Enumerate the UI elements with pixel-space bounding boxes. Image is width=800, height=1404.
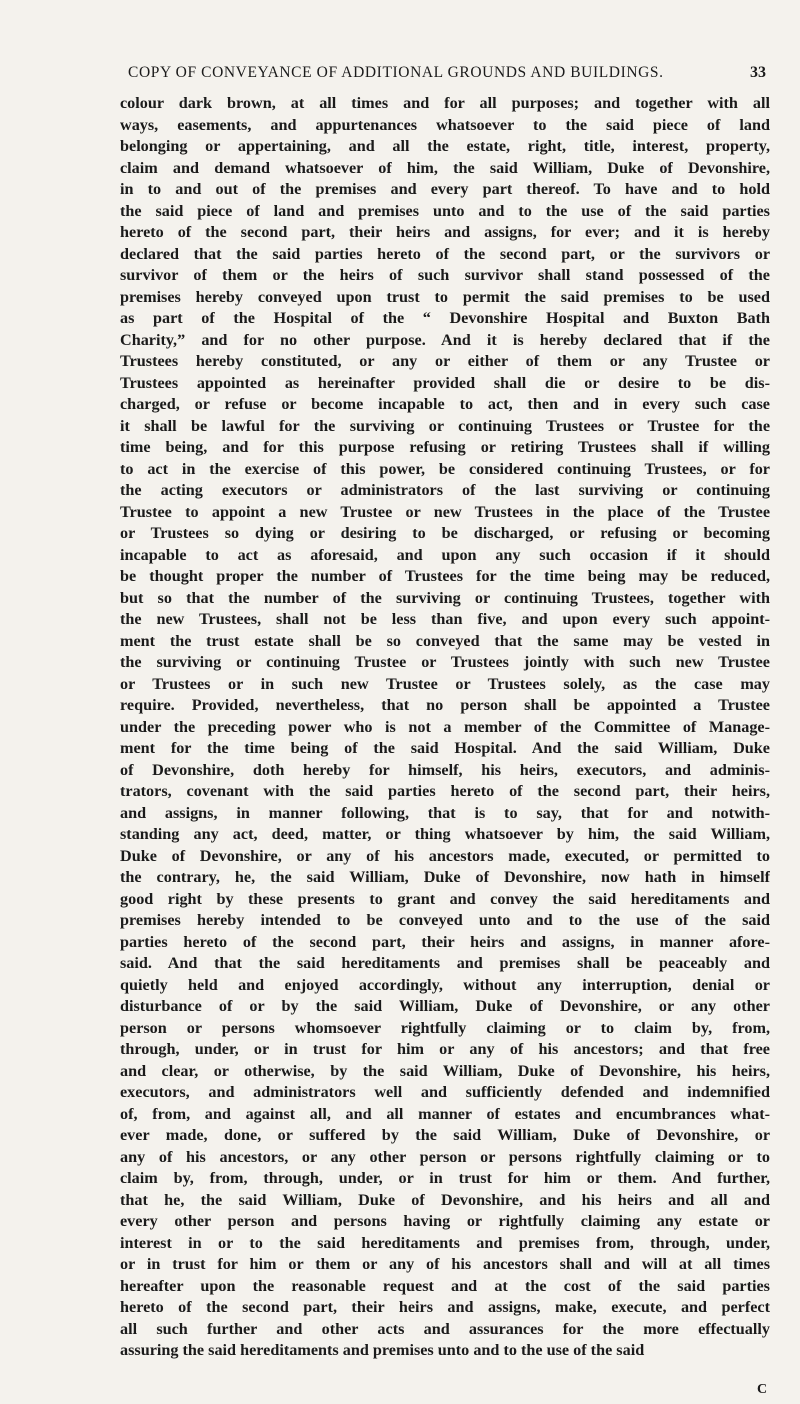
text-line: ment for the time being of the said Hospital. And the said William, Duke	[120, 739, 770, 757]
text-line: Duke of Devonshire, or any of his ancestors made, executed, or permitted to	[120, 846, 770, 865]
text-line: the acting executors or administrators of the last surviving or continuing	[120, 481, 770, 499]
text-line: person or persons whomsoever rightfully claiming or to claim by, from,	[120, 1018, 770, 1037]
text-line: charged, or refuse or become incapable to act, then and in every such case	[120, 395, 770, 413]
text-line: belonging or appertaining, and all the estate, right, title, interest, property,	[120, 137, 770, 155]
text-line: disturbance of or by the said William, Duke of Devonshire, or any other	[120, 997, 770, 1015]
text-line: Trustees hereby constituted, or any or either of them or any Trustee or	[120, 352, 770, 370]
text-line: executors, and administrators well and sufficiently defended and indemnified	[120, 1083, 770, 1101]
text-line: incapable to act as aforesaid, and upon any such occasion if it should	[120, 545, 770, 564]
page-header	[128, 64, 768, 86]
text-line: hereafter upon the reasonable request and at the cost of the said parties	[120, 1276, 770, 1295]
text-line: it shall be lawful for the surviving or continuing Trustees or Trustee for the	[120, 416, 770, 435]
text-line: claim by, from, through, under, or in trust for him or them. And further,	[120, 1169, 770, 1187]
text-line: or Trustees or in such new Trustee or Trustees solely, as the case may	[120, 674, 770, 693]
text-line: good right by these presents to grant and convey the said hereditaments and	[120, 889, 770, 908]
text-line: premises hereby intended to be conveyed unto and to the use of the said	[120, 911, 770, 929]
text-line: every other person and persons having or rightfully claiming any estate or	[120, 1212, 770, 1230]
text-line: time being, and for this purpose refusing or retiring Trustees shall if willing	[120, 438, 770, 456]
text-line: the said piece of land and premises unto and to the use of the said parties	[120, 201, 770, 220]
text-line: Charity,” and for no other purpose. And it is hereby declared that if the	[120, 330, 770, 349]
text-line: as part of the Hospital of the “ Devonshire Hospital and Buxton Bath	[120, 309, 770, 327]
signature-mark: C	[757, 1382, 768, 1397]
text-line: ever made, done, or suffered by the said William, Duke of Devonshire, or	[120, 1126, 770, 1144]
text-line: survivor of them or the heirs of such survivor shall stand possessed of the	[120, 266, 770, 284]
text-line: colour dark brown, at all times and for all purposes; and together with all	[120, 94, 770, 112]
text-line: ways, easements, and appurtenances whatsoever to the said piece of land	[120, 115, 770, 134]
text-line: interest in or to the said hereditaments and premises from, through, under,	[120, 1233, 770, 1252]
text-line: to act in the exercise of this power, be considered continuing Trustees, or for	[120, 459, 770, 478]
text-line: ment the trust estate shall be so conveyed that the same may be vested in	[120, 631, 770, 650]
text-line: of Devonshire, doth hereby for himself, his heirs, executors, and adminis-	[120, 760, 770, 779]
text-line: in to and out of the premises and every part thereof. To have and to hold	[120, 180, 770, 198]
text-line: the surviving or continuing Trustee or Trustees jointly with such new Trustee	[120, 653, 770, 671]
text-line: all such further and other acts and assurances for the more effectually	[120, 1319, 770, 1338]
text-line: parties hereto of the second part, their heirs and assigns, in manner afore-	[120, 932, 770, 951]
text-line: through, under, or in trust for him or any of his ancestors; and that free	[120, 1040, 770, 1058]
text-line: premises hereby conveyed upon trust to permit the said premises to be used	[120, 287, 770, 306]
text-line: or in trust for him or them or any of his ancestors shall and will at all times	[120, 1255, 770, 1273]
text-line: standing any act, deed, matter, or thing whatsoever by him, the said William,	[120, 825, 770, 843]
text-line: of, from, and against all, and all manner of estates and encumbrances what-	[120, 1104, 770, 1123]
text-line: Trustees appointed as hereinafter provided shall die or desire to be dis-	[120, 373, 770, 392]
text-line: be thought proper the number of Trustees for the time being may be reduced,	[120, 567, 770, 585]
text-line: the new Trustees, shall not be less than five, and upon every such appoint-	[120, 610, 770, 628]
text-line: that he, the said William, Duke of Devonshire, and his heirs and all and	[120, 1190, 770, 1209]
text-line: or Trustees so dying or desiring to be discharged, or refusing or becoming	[120, 524, 770, 542]
page-number: 33	[750, 64, 766, 81]
text-line: and assigns, in manner following, that is to say, that for and notwith-	[120, 803, 770, 822]
text-line: quietly held and enjoyed accordingly, without any interruption, denial or	[120, 975, 770, 994]
running-head: COPY OF CONVEYANCE OF ADDITIONAL GROUNDS AND BUILDINGS.	[128, 64, 664, 81]
text-line: trators, covenant with the said parties hereto of the second part, their heirs,	[120, 782, 770, 800]
text-line: and clear, or otherwise, by the said William, Duke of Devonshire, his heirs,	[120, 1061, 770, 1080]
text-line: any of his ancestors, or any other person or persons rightfully claiming or to	[120, 1147, 770, 1166]
text-line: the contrary, he, the said William, Duke of Devonshire, now hath in himself	[120, 868, 770, 886]
text-line: under the preceding power who is not a member of the Committee of Manage-	[120, 717, 770, 736]
text-line: assuring the said hereditaments and premises unto and to the use of the said	[120, 1341, 645, 1359]
text-line: Trustee to appoint a new Trustee or new Trustees in the place of the Trustee	[120, 502, 770, 521]
body-text	[120, 93, 770, 1362]
text-line: but so that the number of the surviving or continuing Trustees, together with	[120, 588, 770, 607]
text-line: said. And that the said hereditaments and premises shall be peaceably and	[120, 954, 770, 972]
text-line: declared that the said parties hereto of the second part, or the survivors or	[120, 244, 770, 263]
text-line: hereto of the second part, their heirs and assigns, for ever; and it is hereby	[120, 223, 770, 241]
text-line: hereto of the second part, their heirs and assigns, make, execute, and perfect	[120, 1298, 770, 1316]
text-line: require. Provided, nevertheless, that no person shall be appointed a Trustee	[120, 696, 770, 714]
text-line: claim and demand whatsoever of him, the said William, Duke of Devonshire,	[120, 158, 770, 177]
